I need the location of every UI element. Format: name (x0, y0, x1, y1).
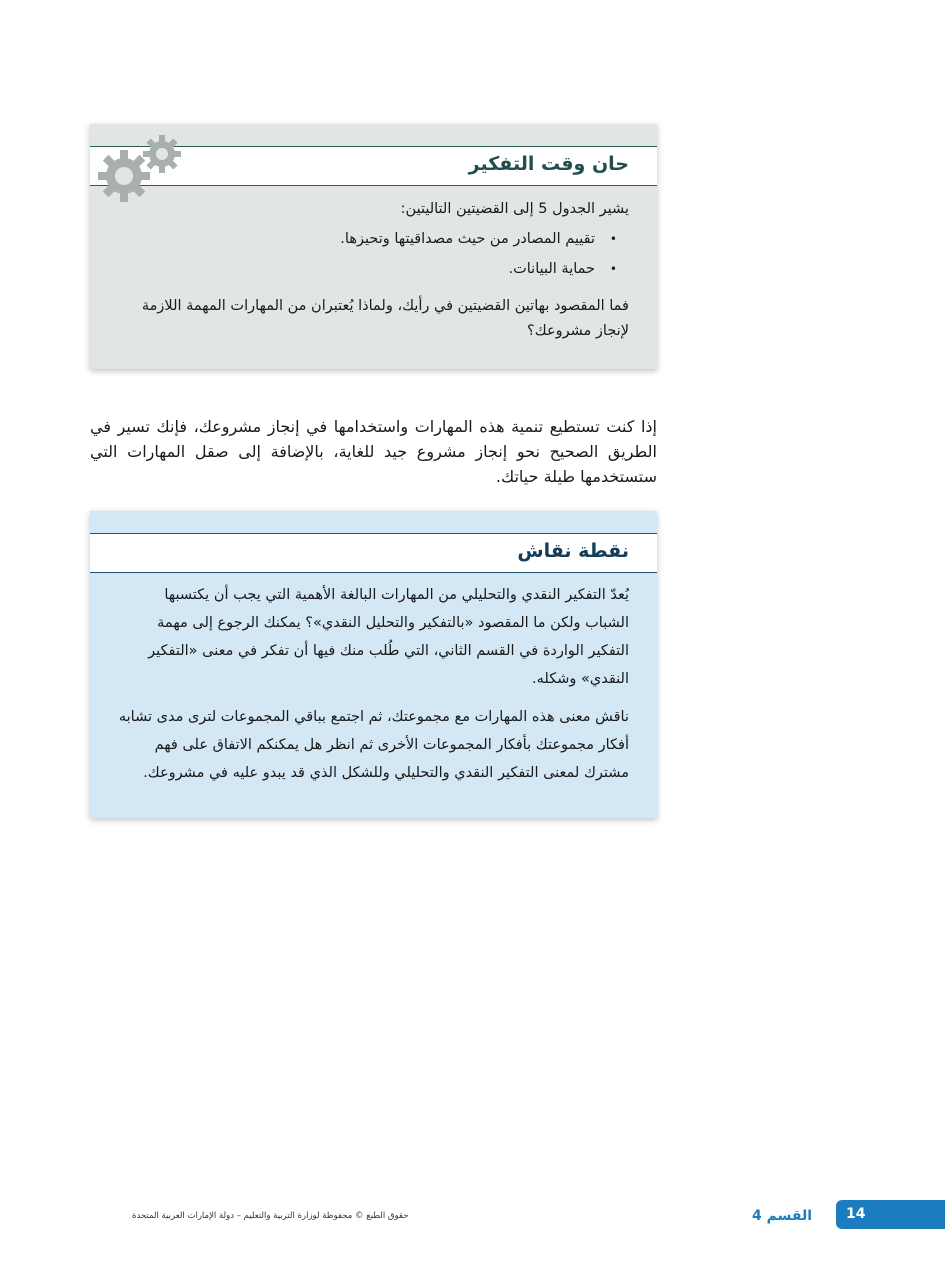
discussion-paragraph-1: يُعدّ التفكير النقدي والتحليلي من المهارات البالغة الأهمية التي يجب أن يكتسبها الشباب ولكن ما المقصود «بالتفكير والتحليل النقدي»؟ يمكنك الرجوع إلى مهمة التفكير الواردة في القسم الثاني، التي طُلب منك فيها أن تفكر في معنى «التفكير النقدي» وشكله. (148, 587, 629, 687)
discussion-box-title-band (90, 533, 657, 573)
page-number: 14 (846, 1206, 866, 1222)
list-item: • تقييم المصادر من حيث مصداقيتها وتحيزها. (118, 224, 629, 254)
think-box-intro: يشير الجدول 5 إلى القضيتين التاليتين: (400, 201, 629, 217)
list-item: • حماية البيانات. (118, 254, 629, 284)
think-box-bullet-list (118, 224, 629, 284)
think-box (90, 124, 657, 369)
think-box-title: حان وقت التفكير (468, 153, 629, 175)
discussion-box-content (118, 581, 629, 787)
discussion-box-title: نقطة نقاش (517, 540, 629, 562)
section-label: القسم 4 (752, 1208, 812, 1224)
copyright-notice: حقوق الطبع © محفوظة لوزارة التربية والتعليم – دولة الإمارات العربية المتحدة (132, 1211, 409, 1221)
discussion-paragraph-2: ناقش معنى هذه المهارات مع مجموعتك، ثم اجتمع بباقي المجموعات لترى مدى تشابه أفكار مجموعتك بأفكار المجموعات الأخرى ثم انظر هل يمكنكم الاتفاق على فهم مشترك لمعنى التفكير النقدي والتحليلي وللشكل الذي قد يبدو عليه في مشروعك. (118, 709, 629, 781)
think-box-content (118, 194, 629, 344)
body-paragraph: إذا كنت تستطيع تنمية هذه المهارات واستخدامها في إنجاز مشروعك، فإنك تسير في الطريق الصحيح نحو إنجاز مشروع جيد للغاية، بالإضافة إلى صقل المهارات التي ستستخدمها طيلة حياتك. (90, 417, 657, 486)
discussion-box (90, 511, 657, 818)
think-box-question: فما المقصود بهاتين القضيتين في رأيك، ولماذا يُعتبران من المهارات المهمة اللازمة لإنجاز مشروعك؟ (141, 298, 629, 339)
